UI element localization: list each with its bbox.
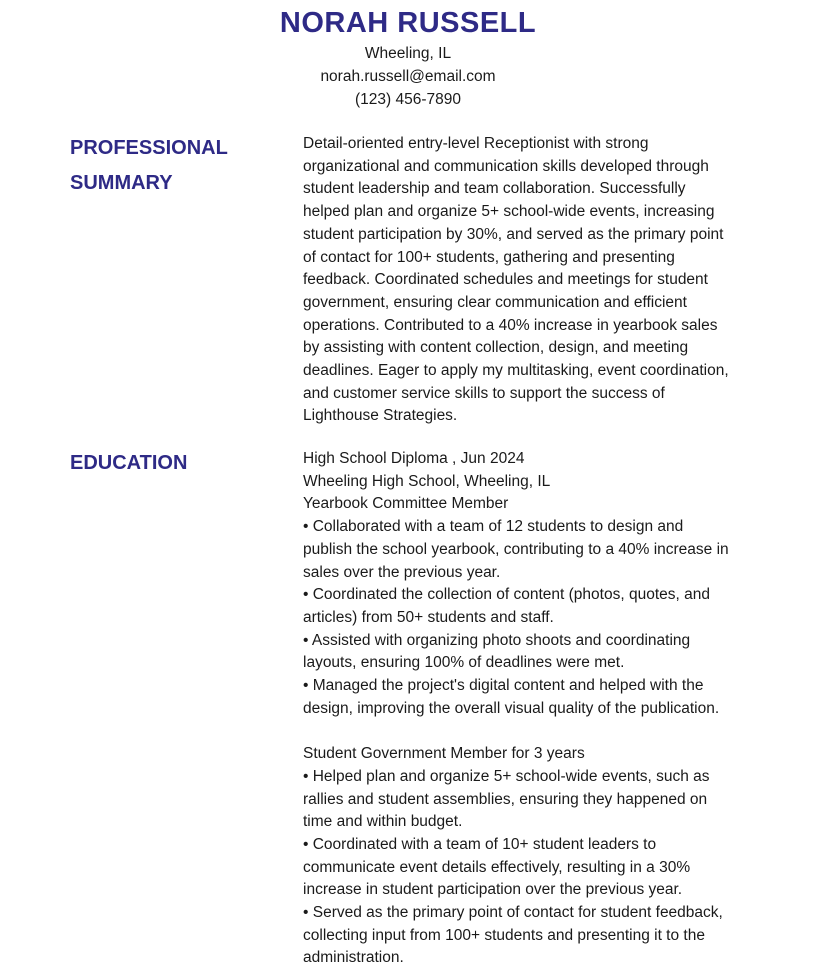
summary-heading-line-2: SUMMARY xyxy=(70,172,173,194)
activity-line: • Coordinated with a team of 10+ student leaders to xyxy=(303,835,657,853)
activity-line: • Helped plan and organize 5+ school-wide events, such as xyxy=(303,767,710,785)
activity-line: increase in student participation over the previous year. xyxy=(303,881,683,899)
activity-line: publish the school yearbook, contributing to a 40% increase in xyxy=(303,540,729,558)
activity-line: sales over the previous year. xyxy=(303,563,501,581)
summary-line: of contact for 100+ students, gathering and presenting xyxy=(303,248,675,266)
summary-line: operations. Contributed to a 40% increase in yearbook sales xyxy=(303,316,718,334)
activity-line: • Coordinated the collection of content (photos, quotes, and xyxy=(303,586,710,604)
summary-line: and customer service skills to support the success of xyxy=(303,384,665,402)
activity-line: rallies and student assemblies, ensuring they happened on xyxy=(303,790,708,808)
activity-line: collecting input from 100+ students and presenting it to the xyxy=(303,926,705,944)
summary-line: Lighthouse Strategies. xyxy=(303,407,458,425)
education-degree: High School Diploma , Jun 2024 xyxy=(303,450,525,467)
education-heading: EDUCATION xyxy=(70,452,188,474)
summary-line: organizational and communication skills developed through xyxy=(303,157,709,175)
candidate-name: NORAH RUSSELL xyxy=(279,7,537,39)
summary-line: student participation by 30%, and served as the primary point xyxy=(303,225,724,243)
summary-body xyxy=(303,133,748,428)
activity-line: articles) from 50+ students and staff. xyxy=(303,608,554,626)
activity-line: • Collaborated with a team of 12 students to design and xyxy=(303,518,684,536)
education-body xyxy=(303,448,748,970)
contact-phone: (123) 456-7890 xyxy=(355,91,461,108)
summary-line: helped plan and organize 5+ school-wide events, increasing xyxy=(303,203,715,221)
summary-line: student leadership and team collaboration. Successfully xyxy=(303,180,686,198)
activity-title-student-government: Student Government Member for 3 years xyxy=(303,745,585,763)
activity-line: • Assisted with organizing photo shoots and coordinating xyxy=(303,631,691,649)
activity-title-yearbook: Yearbook Committee Member xyxy=(303,495,509,513)
activity-line: time and within budget. xyxy=(303,813,463,831)
summary-line: deadlines. Eager to apply my multitasking, event coordination, xyxy=(303,362,729,380)
activity-line: communicate event details effectively, resulting in a 30% xyxy=(303,858,691,876)
summary-line: Detail-oriented entry-level Receptionist with strong xyxy=(303,135,649,152)
resume-header xyxy=(0,4,816,111)
activity-line: administration. xyxy=(303,949,404,967)
section-spacer xyxy=(303,720,748,743)
summary-line: by assisting with content collection, design, and meeting xyxy=(303,339,689,357)
contact-location: Wheeling, IL xyxy=(364,45,452,62)
activity-line: • Served as the primary point of contact for student feedback, xyxy=(303,904,723,922)
summary-line: government, ensuring clear communication and efficient xyxy=(303,293,687,311)
contact-email: norah.russell@email.com xyxy=(320,68,496,85)
summary-line: feedback. Coordinated schedules and meetings for student xyxy=(303,271,708,289)
activity-line: • Managed the project's digital content and helped with the xyxy=(303,677,704,695)
activity-line: layouts, ensuring 100% of deadlines were met. xyxy=(303,654,625,672)
activity-line: design, improving the overall visual quality of the publication. xyxy=(303,699,720,717)
education-school: Wheeling High School, Wheeling, IL xyxy=(303,472,551,490)
summary-heading-line-1: PROFESSIONAL xyxy=(70,137,228,159)
summary-heading xyxy=(70,131,280,201)
